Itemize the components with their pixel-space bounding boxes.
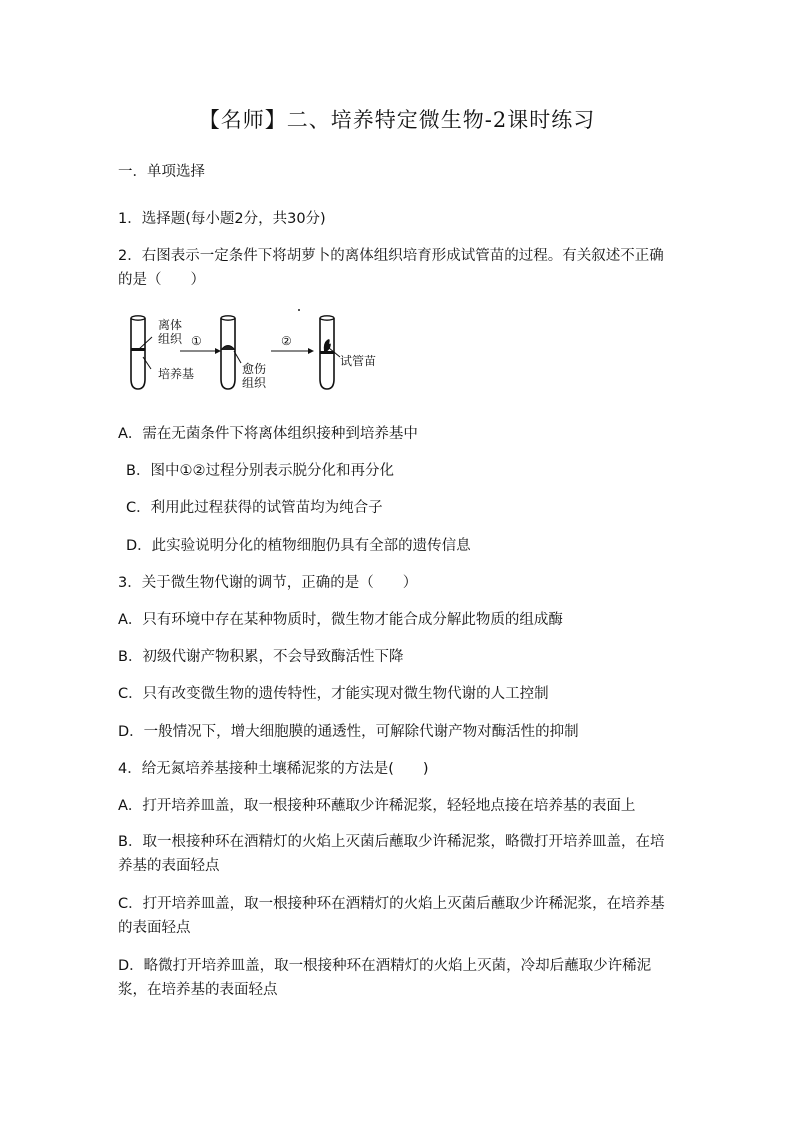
q4-option-a: A．打开培养皿盖，取一根接种环蘸取少许稀泥浆，轻轻地点接在培养基的表面上 [118, 798, 636, 814]
q2-option-b: B．图中①②过程分别表示脱分化和再分化 [126, 463, 394, 479]
question-2-stem-line2: 的是（ ） [118, 272, 205, 288]
test-tube-3 [320, 316, 340, 389]
q2-option-c: C．利用此过程获得的试管苗均为纯合子 [126, 500, 383, 516]
section-heading: 一．单项选择 [118, 164, 205, 180]
page-title: 【名师】二、培养特定微生物-2课时练习 [198, 108, 596, 132]
label-callus-1: 愈伤 [242, 362, 267, 376]
test-tube-figure [118, 307, 398, 399]
arrow-1-head [215, 348, 221, 354]
question-2-stem-line1: 2．右图表示一定条件下将胡萝卜的离体组织培育形成试管苗的过程。有关叙述不正确 [118, 248, 664, 264]
q3-option-a: A．只有环境中存在某种物质时，微生物才能合成分解此物质的组成酶 [118, 612, 563, 628]
q3-option-c: C．只有改变微生物的遗传特性，才能实现对微生物代谢的人工控制 [118, 686, 549, 702]
q2-option-a: A．需在无菌条件下将离体组织接种到培养基中 [118, 426, 418, 442]
test-tube-1 [131, 316, 152, 389]
label-plantlet: 试管苗 [340, 354, 377, 368]
step-1-label: ① [191, 334, 202, 348]
q4-option-b: B．取一根接种环在酒精灯的火焰上灭菌后蘸取少许稀泥浆，略微打开培养皿盖，在培养基的表面轻点 [118, 834, 665, 874]
step-2-label: ② [281, 334, 292, 348]
question-1: 1．选择题(每小题2分，共30分) [118, 211, 326, 227]
q3-option-b: B．初级代谢产物积累，不会导致酶活性下降 [118, 649, 404, 665]
label-tissue-1: 离体 [158, 318, 183, 332]
label-medium: 培养基 [158, 367, 195, 381]
q4-option-d: D．略微打开培养皿盖，取一根接种环在酒精灯的火焰上灭菌，冷却后蘸取少许稀泥浆，在培养基的表面轻点 [118, 958, 652, 998]
label-tissue-2: 组织 [158, 332, 183, 346]
test-tube-2 [221, 316, 241, 389]
q4-option-c: C．打开培养皿盖，取一根接种环在酒精灯的火焰上灭菌后蘸取少许稀泥浆，在培养基的表面轻点 [118, 896, 665, 936]
question-4-stem: 4．给无氮培养基接种土壤稀泥浆的方法是( ) [118, 761, 429, 777]
question-3-stem: 3．关于微生物代谢的调节，正确的是（ ） [118, 575, 418, 591]
arrow-2-head [308, 348, 314, 354]
q3-option-d: D．一般情况下，增大细胞膜的通透性，可解除代谢产物对酶活性的抑制 [118, 724, 579, 740]
q2-option-d: D．此实验说明分化的植物细胞仍具有全部的遗传信息 [126, 538, 471, 554]
label-callus-2: 组织 [242, 376, 267, 390]
